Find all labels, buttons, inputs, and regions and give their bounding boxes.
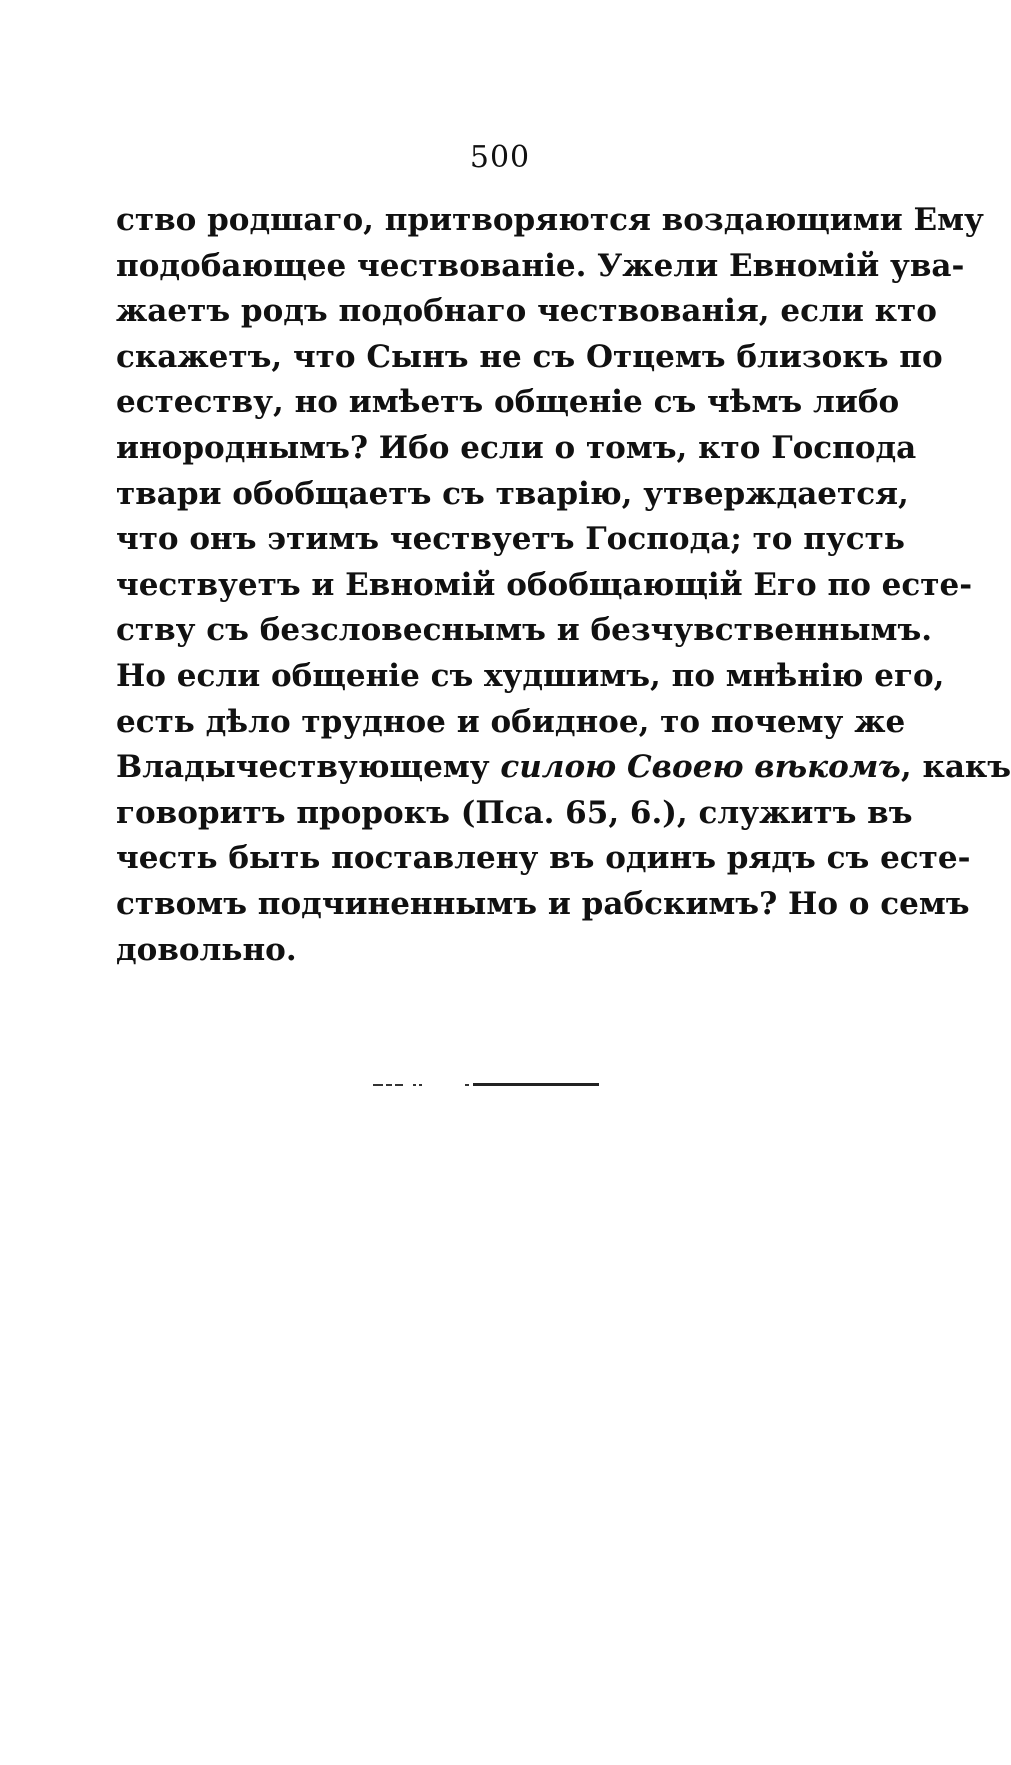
text-line: честь быть поставлену въ одинъ рядъ съ есте- — [116, 840, 971, 877]
page-number: 500 — [469, 140, 531, 175]
text-line: есть дѣло трудное и обидное, то почему же — [116, 703, 906, 740]
text-line: что онъ этимъ чествуетъ Господа; то пусть — [116, 521, 905, 558]
text-line: ство родшаго, притворяются воздающими Ему — [116, 202, 984, 238]
text-line: довольно. — [116, 931, 297, 968]
text-line: Но если общенiе съ худшимъ, по мнѣнiю его, — [116, 657, 945, 694]
text-line: говоритъ пророкъ (Пса. 65, 6.), служитъ въ — [116, 794, 913, 831]
body-text — [116, 198, 1011, 973]
text-segment: , какъ — [900, 749, 1011, 786]
text-line: инороднымъ? Ибо если о томъ, кто Господа — [116, 429, 917, 466]
text-line: подобающее чествованiе. Ужели Евномiй ува- — [116, 247, 965, 284]
text-line: жаетъ родъ подобнаго чествованiя, если кто — [116, 293, 937, 330]
text-line: естеству, но имѣетъ общенiе съ чѣмъ либо — [116, 384, 900, 421]
text-line: ству съ безсловеснымъ и безчувственнымъ. — [116, 612, 933, 649]
text-line-with-quote — [116, 745, 1011, 791]
text-line: чествуетъ и Евномiй обобщающiй Его по есте- — [116, 566, 973, 603]
text-line: твари обобщаетъ съ тварiю, утверждается, — [116, 475, 909, 512]
italic-quote: силою Своею вѣкомъ — [500, 749, 901, 786]
horizontal-rule-ornament-icon — [373, 1082, 599, 1088]
text-line: ствомъ подчиненнымъ и рабскимъ? Но о семъ — [116, 885, 970, 922]
text-line: скажетъ, что Сынъ не съ Отцемъ близокъ по — [116, 338, 943, 375]
text-segment: Владычествующему — [116, 749, 501, 786]
